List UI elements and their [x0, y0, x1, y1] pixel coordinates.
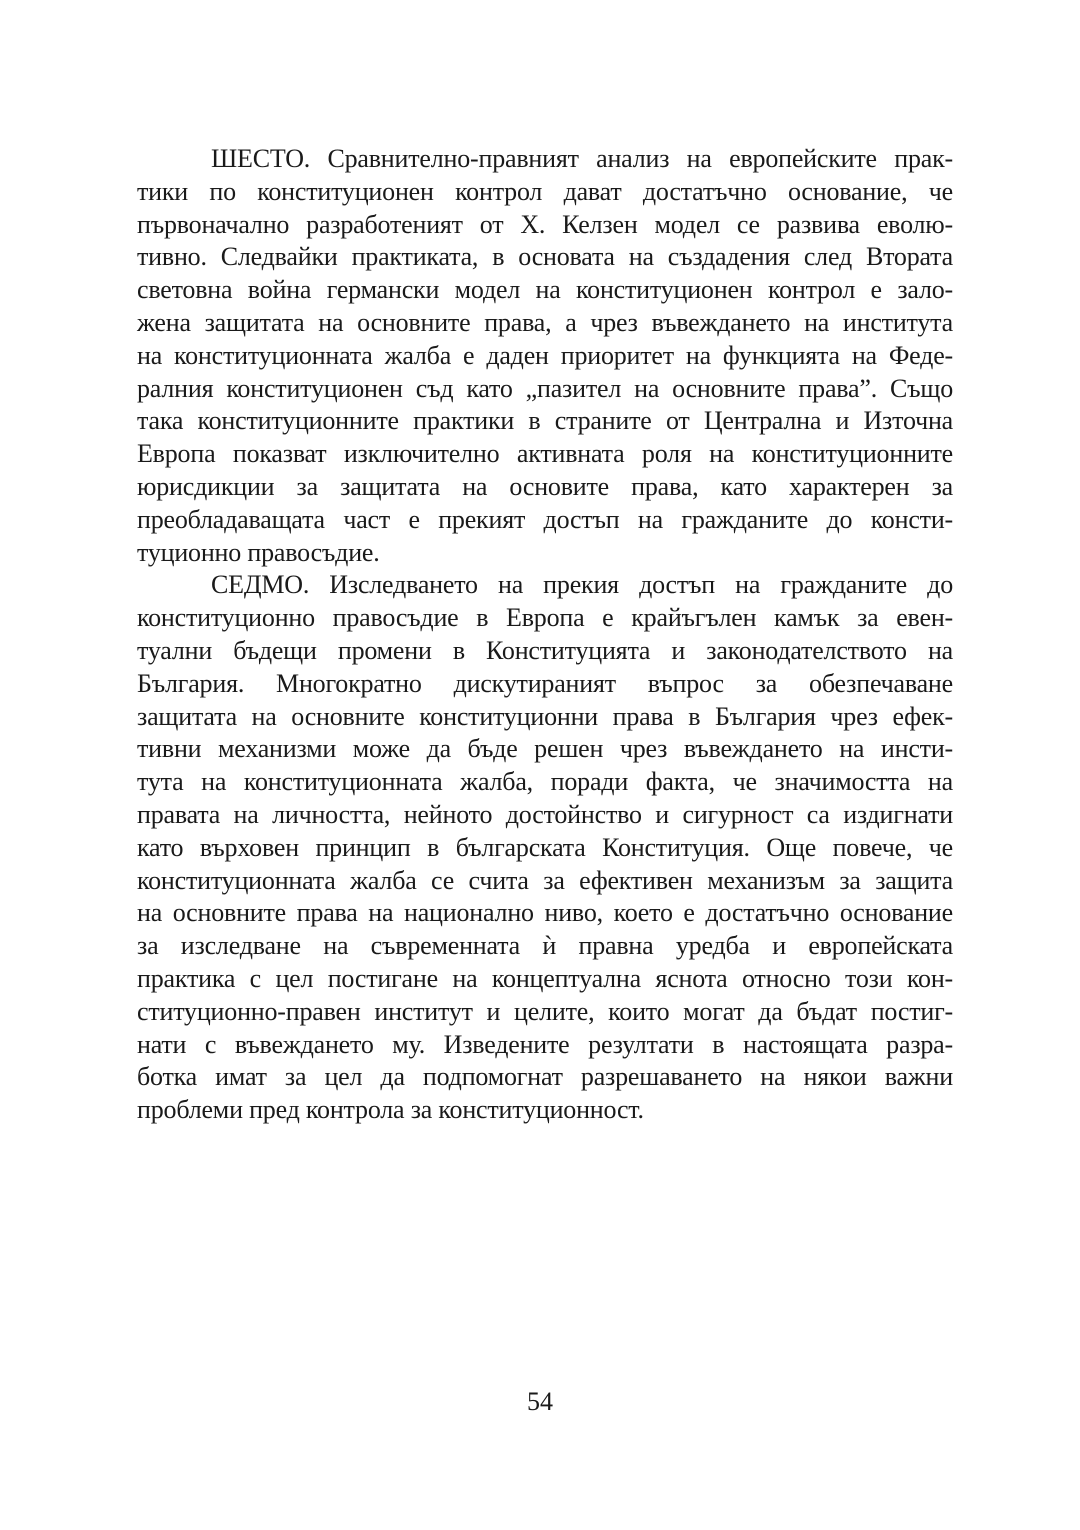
text-line: за изследване на съвременната ѝ правна уредба и европейската: [137, 931, 953, 961]
text-line: юрисдикции за защитата на основите права, като характерен за: [137, 471, 953, 501]
text-line: като върховен принцип в българската Конституция. Още повече, че: [137, 832, 953, 862]
text-line: България. Многократно дискутираният въпрос за обезпечаване: [137, 668, 953, 698]
text-line: тута на конституционната жалба, поради факта, че значимостта на: [137, 767, 953, 797]
text-line: световна война германски модел на конституционен контрол е зало-: [137, 275, 953, 305]
text-line: туционно правосъдие.: [137, 537, 380, 567]
text-line: преобладаващата част е прекият достъп на гражданите до консти-: [137, 504, 953, 534]
text-line: първоначално разработеният от Х. Келзен модел се развива еволю-: [137, 209, 953, 239]
text-line: така конституционните практики в страните от Централна и Източна: [137, 406, 953, 436]
text-line: на конституционната жалба е даден приоритет на функцията на Феде-: [137, 340, 953, 370]
text-line: ралния конституционен съд като „пазител на основните права”. Също: [137, 373, 953, 403]
text-line: ституционно-правен институт и целите, които могат да бъдат постиг-: [137, 996, 953, 1026]
text-line: проблеми пред контрола за конституционност.: [137, 1095, 644, 1125]
text-line: нати с въвеждането му. Изведените резултати в настоящата разра-: [137, 1029, 953, 1059]
text-line: защитата на основните конституционни права в България чрез ефек-: [137, 701, 953, 731]
page-number: 54: [527, 1387, 553, 1416]
paragraph-shesto: [137, 143, 953, 569]
text-line: жена защитата на основните права, а чрез въвеждането на института: [137, 307, 953, 337]
text-line: тивно. Следвайки практиката, в основата на създадения след Втората: [137, 242, 953, 272]
text-line: правата на личността, нейното достойнство и сигурност са издигнати: [137, 799, 953, 829]
text-line: практика с цел постигане на концептуална яснота относно този кон-: [137, 963, 953, 993]
text-line: конституционната жалба се счита за ефективен механизъм за защита: [137, 865, 953, 895]
text-line: тики по конституционен контрол дават достатъчно основание, че: [137, 176, 953, 206]
text-line: тивни механизми може да бъде решен чрез въвеждането на инсти-: [137, 734, 953, 764]
body-text: [137, 143, 953, 1127]
paragraph-sedmo: [137, 569, 953, 1127]
text-line: туални бъдещи промени в Конституцията и законодателството на: [137, 635, 953, 665]
text-line: СЕДМО. Изследването на прекия достъп на гражданите до: [211, 570, 953, 600]
text-line: Европа показват изключително активната роля на конституционните: [137, 439, 953, 469]
text-line: ШЕСТО. Сравнително-правният анализ на европейските прак-: [211, 144, 953, 173]
text-line: ботка имат за цел да подпомогнат разрешаването на някои важни: [137, 1062, 953, 1092]
text-line: конституционно правосъдие в Европа е крайъгълен камък за евен-: [137, 603, 953, 633]
text-line: на основните права на национално ниво, което е достатъчно основание: [137, 898, 953, 928]
